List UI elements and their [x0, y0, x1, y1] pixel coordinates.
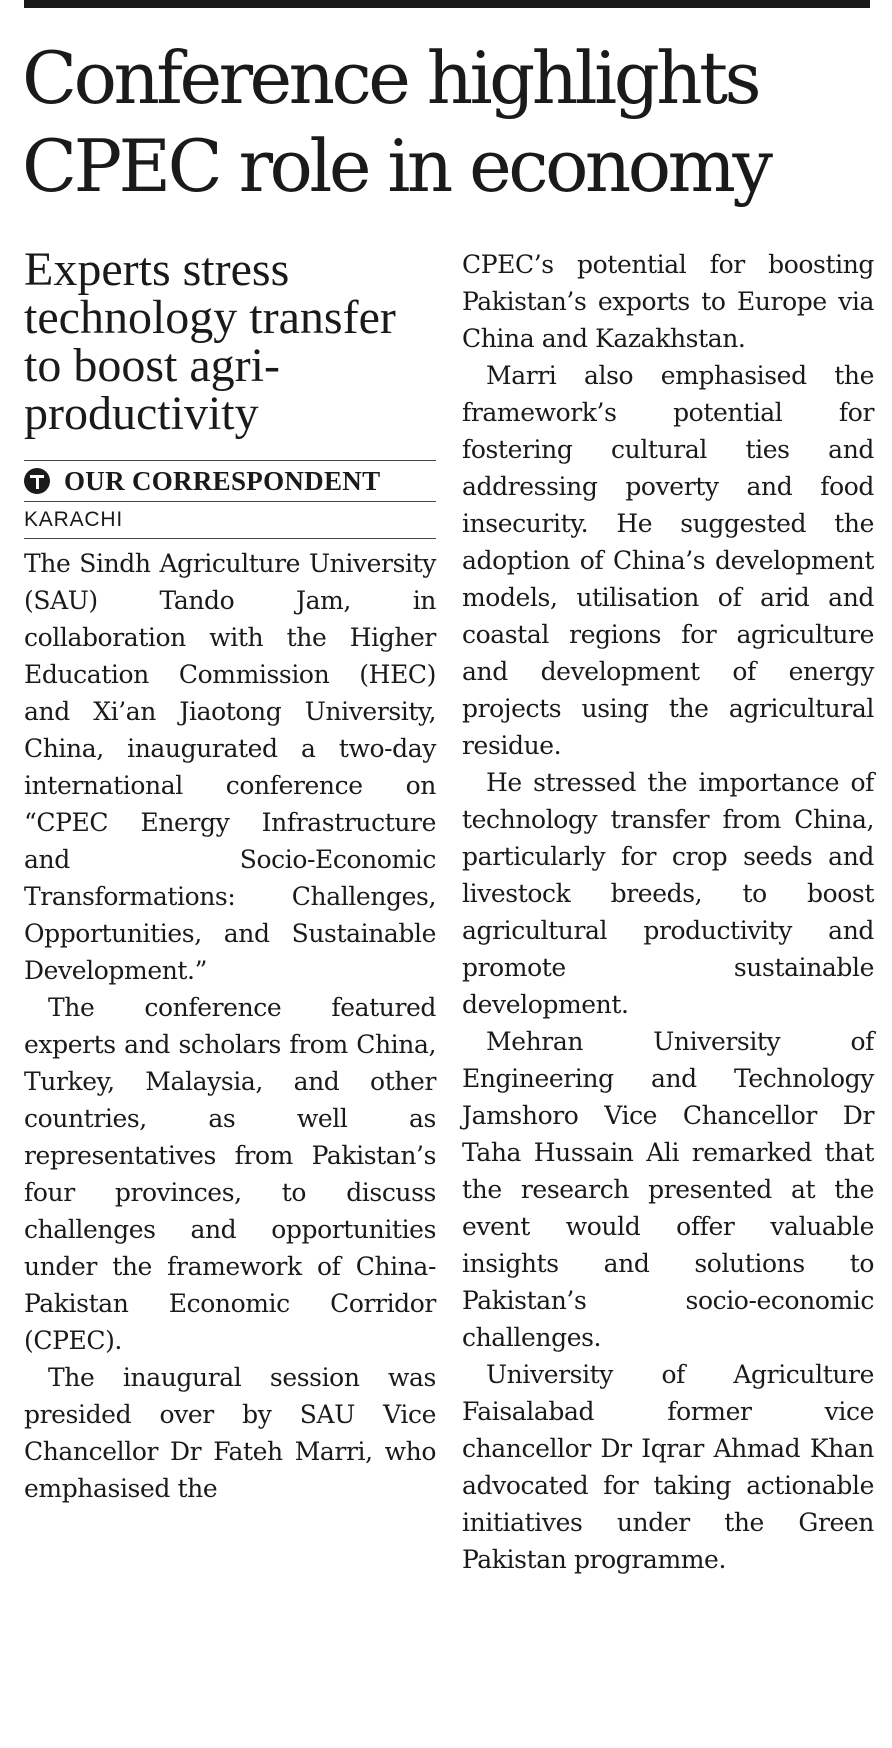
paragraph-mehran-university: Mehran University of Engineering and Technology Jamshoro Vice Chancellor Dr Taha Hussain Ali remarked that the research presented at the event would offer valuable insights and solutions to Pakistan’s socio-economic challenges. [462, 1027, 874, 1352]
paragraph-technology-transfer: He stressed the importance of technology transfer from China, particularly for crop seeds and livestock breeds, to boost agricultural productivity and promote sustainable development. [462, 768, 874, 1019]
byline-bottom-rule [24, 538, 436, 539]
headline: Conference highlights CPEC role in economy [22, 36, 770, 208]
paragraph-intro: The Sindh Agriculture University (SAU) Tando Jam, in collaboration with the Higher Education Commission (HEC) and Xi’an Jiaotong University, China, inaugurated a two-day international conference on “CPEC Energy Infrastructure and Socio-Economic Transformations: Challenges, Opportunities, and Sustainable Development.” [24, 549, 436, 985]
dateline: KARACHI [24, 508, 123, 531]
paragraph-faisalabad: University of Agriculture Faisalabad former vice chancellor Dr Iqrar Ahmad Khan advocated for taking actionable initiatives under the Green Pakistan programme. [462, 1360, 874, 1574]
paragraph-exports: CPEC’s potential for boosting Pakistan’s exports to Europe via China and Kazakhstan. [462, 250, 874, 353]
top-rule [24, 0, 870, 8]
paragraph-participants: The conference featured experts and scholars from China, Turkey, Malaysia, and other countries, as well as representatives from Pakistan’s four provinces, to discuss challenges and opportunities under the framework of China-Pakistan Economic Corridor (CPEC). [24, 993, 436, 1355]
tribune-logo-icon [24, 468, 50, 494]
byline-text: OUR CORRESPONDENT [64, 465, 381, 496]
byline-block [24, 460, 436, 539]
byline [24, 461, 436, 501]
right-column [462, 246, 874, 1578]
left-column [24, 243, 436, 1507]
paragraph-inaugural-session: The inaugural session was presided over by SAU Vice Chancellor Dr Fateh Marri, who emphasised the [24, 1363, 436, 1503]
paragraph-marri-framework: Marri also emphasised the framework’s potential for fostering cultural ties and addressing poverty and food insecurity. He suggested the adoption of China’s development models, utilisation of arid and coastal regions for agriculture and development of energy projects using the agricultural residue. [462, 361, 874, 760]
subheadline: Experts stress technology transfer to boost agri-productivity [24, 243, 396, 440]
